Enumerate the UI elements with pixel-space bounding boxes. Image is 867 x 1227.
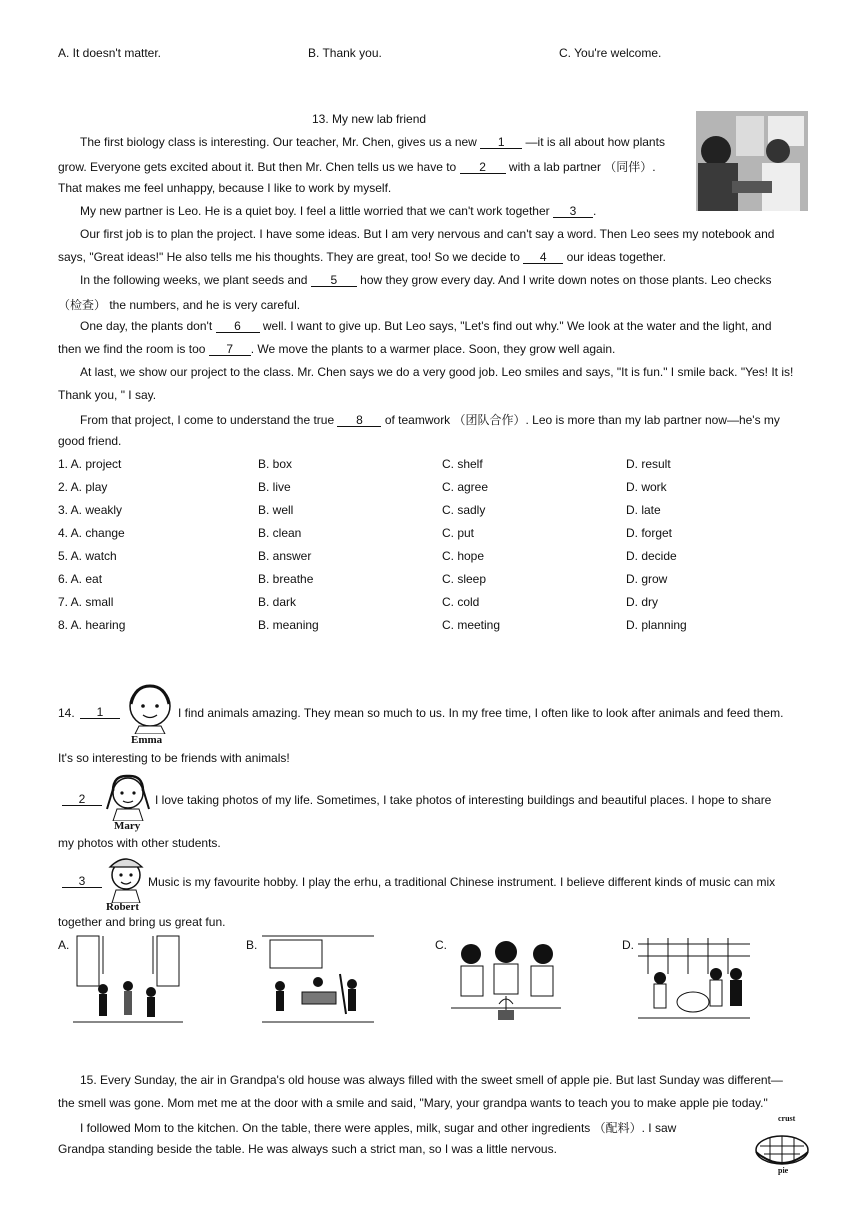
passage-line: good friend. [58, 434, 122, 448]
choice-5b[interactable]: B. answer [258, 549, 312, 563]
choice-8d[interactable]: D. planning [626, 618, 687, 632]
choice-2d[interactable]: D. work [626, 480, 667, 494]
robert-name: Robert [106, 901, 139, 913]
choice-3c[interactable]: C. sadly [442, 503, 486, 517]
blank-6[interactable]: 6 [216, 320, 260, 333]
choice-7c[interactable]: C. cold [442, 595, 480, 609]
choice-6c[interactable]: C. sleep [442, 572, 487, 586]
choice-4d[interactable]: D. forget [626, 526, 673, 540]
passage-line: From that project, I come to understand the true 8 of teamwork （团队合作）. Leo is more than my lab partner now—he's my [80, 413, 780, 427]
girl-pigtails-icon [105, 771, 151, 821]
passage-line: In the following weeks, we plant seeds and 5 how they grow every day. And I write down notes on those plants. Leo checks [80, 273, 772, 287]
blank-3[interactable]: 3 [553, 205, 593, 218]
passage-line: （检查） the numbers, and he is very careful. [58, 298, 301, 312]
blank-14-3[interactable]: 3 [62, 875, 102, 888]
option-b: B. Thank you. [308, 46, 382, 60]
choice-2b[interactable]: B. live [258, 480, 291, 494]
pic-label-c: C. [435, 938, 447, 952]
pie-icon [754, 1124, 810, 1170]
choice-6b[interactable]: B. breathe [258, 572, 314, 586]
choice-2a[interactable]: 2. A. play [58, 480, 108, 494]
mary-name: Mary [114, 820, 141, 832]
robert-avatar [104, 853, 148, 915]
apple-pie-illustration [754, 1114, 810, 1178]
choice-5c[interactable]: C. hope [442, 549, 485, 563]
choice-4c[interactable]: C. put [442, 526, 475, 540]
pic-label-b: B. [246, 938, 258, 952]
choice-3a[interactable]: 3. A. weakly [58, 503, 123, 517]
choice-2c[interactable]: C. agree [442, 480, 489, 494]
choice-7a[interactable]: 7. A. small [58, 595, 114, 609]
passage-line: Our first job is to plan the project. I have some ideas. But I am very nervous and can't say a word. Then Leo sees my notebook and [80, 227, 775, 241]
blank-7[interactable]: 7 [209, 343, 251, 356]
picture-d[interactable] [638, 934, 750, 1024]
picture-b[interactable] [262, 934, 374, 1026]
choice-7b[interactable]: B. dark [258, 595, 297, 609]
statement-3: Music is my favourite hobby. I play the erhu, a traditional Chinese instrument. I believe different kinds of music can mix [148, 875, 776, 889]
lab-scene-icon [696, 111, 808, 211]
q15-line: 15. Every Sunday, the air in Grandpa's old house was always filled with the sweet smell of apple pie. But last Sunday was different— [80, 1073, 783, 1087]
blank-8[interactable]: 8 [337, 414, 381, 427]
passage-title: 13. My new lab friend [312, 112, 427, 126]
statement-2-cont: my photos with other students. [58, 836, 221, 850]
passage-line: At last, we show our project to the class. Mr. Chen says we do a very good job. Leo smiles and says, "It is fun." I smile back. "Yes! It is! [80, 365, 794, 379]
choice-8a[interactable]: 8. A. hearing [58, 618, 126, 632]
choice-7d[interactable]: D. dry [626, 595, 659, 609]
choice-8c[interactable]: C. meeting [442, 618, 501, 632]
q15-line: Grandpa standing beside the table. He was always such a strict man, so I was a little nervous. [58, 1142, 557, 1156]
choice-3b[interactable]: B. well [258, 503, 294, 517]
girl-face-icon [125, 682, 175, 734]
mary-avatar [105, 771, 151, 833]
lab-photo [696, 111, 808, 211]
question-number: 14. [58, 706, 75, 720]
choice-6d[interactable]: D. grow [626, 572, 668, 586]
choice-4a[interactable]: 4. A. change [58, 526, 125, 540]
picture-c[interactable] [451, 934, 561, 1024]
crust-label: crust [778, 1114, 796, 1123]
pic-label-a: A. [58, 938, 70, 952]
choice-3d[interactable]: D. late [626, 503, 661, 517]
statement-3-cont: together and bring us great fun. [58, 915, 226, 929]
passage-line: then we find the room is too 7 . We move the plants to a warmer place. Soon, they grow well again. [58, 342, 616, 356]
passage-line: One day, the plants don't 6 well. I want to give up. But Leo says, "Let's find out why." We look at the water and the light, and [80, 319, 772, 333]
choice-4b[interactable]: B. clean [258, 526, 302, 540]
pie-label: pie [778, 1166, 789, 1175]
pic-label-d: D. [622, 938, 634, 952]
choice-1c[interactable]: C. shelf [442, 457, 483, 471]
blank-4[interactable]: 4 [523, 251, 563, 264]
choice-1d[interactable]: D. result [626, 457, 671, 471]
statement-1-cont: It's so interesting to be friends with animals! [58, 751, 290, 765]
choice-1b[interactable]: B. box [258, 457, 293, 471]
statement-2: I love taking photos of my life. Sometimes, I take photos of interesting buildings and beautiful places. I hope to share [155, 793, 772, 807]
statement-1: I find animals amazing. They mean so much to us. In my free time, I often like to look after animals and feed them. [178, 706, 784, 720]
q15-line: I followed Mom to the kitchen. On the table, there were apples, milk, sugar and other ingredients （配料）. I saw [80, 1121, 677, 1135]
option-c: C. You're welcome. [559, 46, 662, 60]
choice-8b[interactable]: B. meaning [258, 618, 319, 632]
passage-line: Thank you, " I say. [58, 388, 157, 402]
choice-1a[interactable]: 1. A. project [58, 457, 122, 471]
students-plant-icon [451, 934, 561, 1024]
choice-5d[interactable]: D. decide [626, 549, 677, 563]
passage-line: My new partner is Leo. He is a quiet boy. I feel a little worried that we can't work together 3 . [80, 204, 597, 218]
blank-14-2[interactable]: 2 [62, 793, 102, 806]
boy-cap-icon [104, 853, 148, 903]
emma-name: Emma [131, 734, 163, 746]
blank-1[interactable]: 1 [480, 136, 522, 149]
blank-5[interactable]: 5 [311, 274, 357, 287]
emma-avatar [125, 682, 175, 746]
passage-line: The first biology class is interesting. Our teacher, Mr. Chen, gives us a new 1 —it is all about how plants [80, 135, 665, 149]
option-a: A. It doesn't matter. [58, 46, 162, 60]
passage-line: That makes me feel unhappy, because I like to work by myself. [58, 181, 392, 195]
choice-6a[interactable]: 6. A. eat [58, 572, 103, 586]
passage-line: grow. Everyone gets excited about it. But then Mr. Chen tells us we have to 2 with a lab partner （同伴）. [58, 160, 656, 174]
blank-14-1[interactable]: 1 [80, 706, 120, 719]
feeding-animals-icon [638, 934, 750, 1024]
blank-2[interactable]: 2 [460, 161, 506, 174]
picture-a[interactable] [73, 934, 183, 1026]
music-class-icon [262, 934, 374, 1026]
q15-line: the smell was gone. Mom met me at the door with a smile and said, "Mary, your grandpa wants to teach you to make apple pie today." [58, 1096, 768, 1110]
passage-line: says, "Great ideas!" He also tells me his thoughts. They are great, too! So we decide to 4 our ideas together. [58, 250, 666, 264]
street-photo-icon [73, 934, 183, 1026]
choice-5a[interactable]: 5. A. watch [58, 549, 117, 563]
